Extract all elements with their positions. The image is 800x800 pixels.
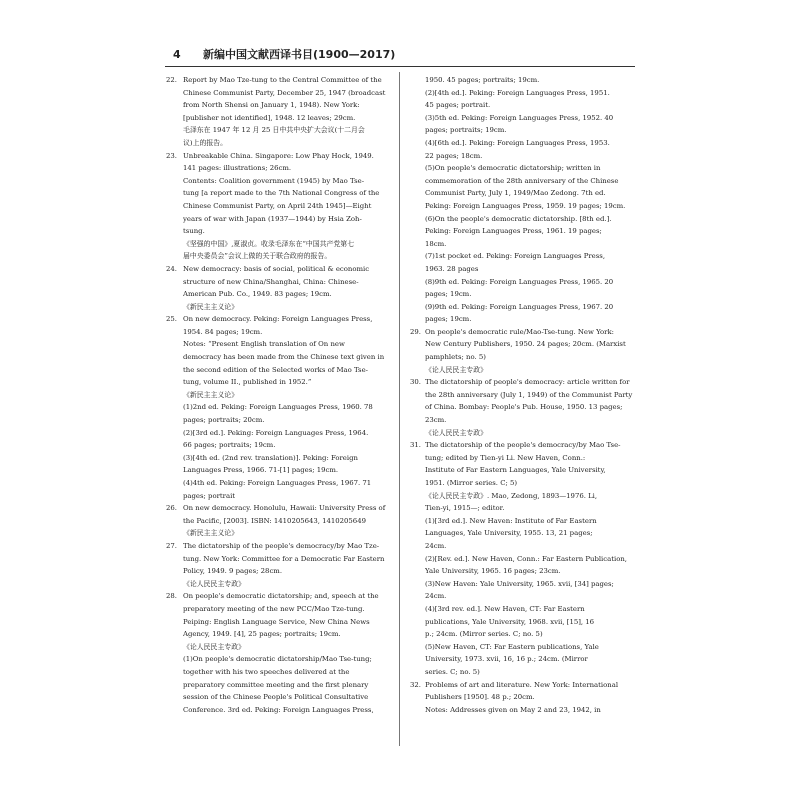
entry-line: Notes: Addresses given on May 2 and 23, 1942, in	[425, 705, 601, 714]
entry-line: The dictatorship of the people's democracy/by Mao Tse-	[425, 441, 621, 450]
edition-line: pages; 19cm.	[425, 315, 472, 324]
edition-line: 1950. 45 pages; portraits; 19cm.	[425, 76, 540, 84]
entry-line: tsung.	[183, 227, 205, 236]
edition-item	[425, 301, 636, 326]
bibliography-entry	[166, 263, 394, 313]
entry-line: structure of new China/Shanghai, China: Chinese-	[183, 277, 359, 286]
edition-line: (8)9th ed. Peking: Foreign Languages Press, 1965. 20	[425, 277, 614, 286]
entry-number: 25.	[166, 315, 177, 324]
edition-line: Communist Party, July 1, 1949/Mao Zedong. 7th ed.	[425, 189, 606, 198]
edition-item	[425, 641, 636, 679]
edition-item	[425, 578, 636, 603]
edition-item	[183, 477, 394, 502]
entry-line: Unbreakable China. Singapore: Low Phay Hock, 1949.	[183, 151, 374, 160]
entry-body	[166, 150, 394, 263]
edition-item	[425, 74, 636, 87]
bibliography-entry	[166, 74, 394, 150]
edition-item	[183, 653, 394, 716]
edition-line: (1)[3rd ed.]. New Haven: Institute of Far Eastern	[425, 516, 597, 525]
edition-item	[183, 427, 394, 452]
entry-line: 1954. 84 pages; 19cm.	[183, 327, 263, 336]
entry-line: 《论人民民主专政》	[425, 365, 488, 374]
entry-line: New democracy: basis of social, political & economic	[183, 264, 370, 273]
entry-line: Tien-yi, 1915—; editor.	[425, 504, 505, 513]
edition-line: 24cm.	[425, 541, 447, 550]
entry-number: 28.	[166, 592, 177, 601]
edition-line: 18cm.	[425, 239, 447, 248]
edition-line: pages; portraits; 19cm.	[425, 126, 507, 135]
entry-line: the 28th anniversary (July 1, 1949) of the Communist Party	[425, 390, 633, 399]
edition-line: (1)On people's democratic dictatorship/Mao Tse-tung;	[183, 655, 372, 664]
edition-line: (4)[6th ed.]. Peking: Foreign Languages Press, 1953.	[425, 138, 610, 147]
entry-line: Publishers [1950]. 48 p.; 20cm.	[425, 693, 535, 702]
edition-line: 22 pages; 18cm.	[425, 151, 483, 160]
bibliography-entry	[166, 590, 394, 716]
bibliography-entry	[166, 313, 394, 502]
entry-body	[166, 502, 394, 540]
edition-item	[425, 276, 636, 301]
edition-line: pages; 19cm.	[425, 290, 472, 299]
entry-body	[166, 540, 394, 590]
entry-line: 141 pages: illustrations; 26cm.	[183, 164, 292, 173]
entry-body	[166, 263, 394, 313]
entry-line: On people's democratic dictatorship; and, speech at the	[183, 592, 379, 601]
edition-line: (5)On people's democratic dictatorship; written in	[425, 164, 601, 173]
entry-number: 30.	[410, 378, 421, 387]
entry-body	[410, 376, 636, 439]
entry-number: 24.	[166, 264, 177, 273]
entry-line: On new democracy. Honolulu, Hawaii: University Press of	[183, 504, 386, 513]
entry-line: the second edition of the Selected works of Mao Tse-	[183, 365, 369, 374]
entry-number: 29.	[410, 327, 421, 336]
edition-item	[425, 162, 636, 212]
left-column	[166, 74, 394, 716]
edition-item	[425, 137, 636, 162]
entry-line: 《论人民民主专政》. Mao, Zedong, 1893—1976. Li,	[425, 491, 598, 500]
entry-body	[166, 590, 394, 716]
edition-line: publications, Yale University, 1968. xvii, [15], 16	[425, 617, 595, 626]
book-title: 新编中国文献西译书目(1900—2017)	[203, 48, 396, 61]
bibliography-entry	[410, 74, 636, 326]
edition-line: pages; portrait	[183, 491, 236, 500]
bibliography-entry	[410, 679, 636, 717]
edition-line: pages; portraits; 20cm.	[183, 416, 265, 425]
bibliography-entry	[166, 540, 394, 590]
entry-line: On people's democratic rule/Mao-Tse-tung. New York:	[425, 327, 614, 336]
entry-line: of China. Bombay: People's Pub. House, 1950. 13 pages;	[425, 403, 623, 412]
header-rule	[165, 66, 635, 67]
entry-line: pamphlets; no. 5)	[425, 353, 486, 362]
entry-line: 《新民主主义论》	[183, 302, 239, 311]
edition-line: Languages Press, 1966. 71-[1] pages; 19cm.	[183, 466, 339, 475]
entry-line: Chinese Communist Party, December 25, 1947 (broadcast	[183, 88, 386, 97]
entry-line: Policy, 1949. 9 pages; 28cm.	[183, 567, 283, 576]
edition-line: (2)[Rev. ed.]. New Haven, Conn.: Far Eastern Publication,	[425, 554, 627, 563]
edition-line: (2)[3rd ed.]. Peking: Foreign Languages Press, 1964.	[183, 428, 369, 437]
entry-line: Agency, 1949. [4], 25 pages; portraits; 19cm.	[183, 630, 341, 639]
edition-line: commemoration of the 28th anniversary of the Chinese	[425, 176, 619, 185]
entry-line: On new democracy. Peking: Foreign Languages Press,	[183, 315, 373, 324]
entry-body	[166, 74, 394, 150]
running-header	[165, 45, 635, 65]
entry-line: 《新民主主义论》	[183, 529, 239, 538]
edition-line: (9)9th ed. Peking: Foreign Languages Press, 1967. 20	[425, 302, 614, 311]
edition-line: (3)[4th ed. (2nd rev. translation)]. Peking: Foreign	[183, 453, 358, 462]
edition-item	[183, 452, 394, 477]
edition-line: (4)4th ed. Peking: Foreign Languages Press, 1967. 71	[183, 479, 372, 487]
entry-line: 议)上的报告。	[183, 138, 228, 147]
bibliography-entry	[410, 376, 636, 439]
entry-line: 《论人民民主专政》	[183, 642, 246, 651]
entry-line: 毛泽东在 1947 年 12 月 25 日中共中央扩大会议(十二月会	[183, 126, 365, 135]
edition-line: 1963. 28 pages	[425, 264, 479, 273]
edition-line: (2)[4th ed.]. Peking: Foreign Languages Press, 1951.	[425, 88, 610, 97]
edition-line: Yale University, 1965. 16 pages; 23cm.	[425, 567, 561, 576]
edition-line: Peking: Foreign Languages Press, 1959. 19 pages; 19cm.	[425, 201, 626, 210]
entry-line: Chinese Communist Party, on April 24th 1945]—Eight	[183, 201, 372, 210]
entry-number: 32.	[410, 680, 421, 689]
edition-line: series. C; no. 5)	[425, 667, 480, 676]
entry-line: preparatory meeting of the new PCC/Mao Tze-tung.	[183, 604, 365, 613]
entry-line: 《新民主主义论》	[183, 390, 239, 399]
edition-line: together with his two speeches delivered at the	[183, 667, 350, 676]
edition-item	[425, 553, 636, 578]
entry-line: American Pub. Co., 1949. 83 pages; 19cm.	[183, 290, 332, 299]
entry-body	[410, 326, 636, 376]
entry-line: 23cm.	[425, 416, 447, 425]
entry-number: 27.	[166, 541, 177, 550]
edition-line: (3)New Haven: Yale University, 1965. xvii, [34] pages;	[425, 579, 614, 588]
entry-line: years of war with Japan (1937—1944) by Hsia Zoh-	[183, 214, 362, 223]
entry-line: Problems of art and literature. New York: International	[425, 680, 619, 689]
edition-item	[425, 87, 636, 112]
edition-line: (1)2nd ed. Peking: Foreign Languages Press, 1960. 78	[183, 403, 373, 412]
entry-line: tung. New York: Committee for a Democratic Far Eastern	[183, 554, 385, 563]
entry-line: The dictatorship of people's democracy: article written for	[425, 378, 630, 387]
edition-line: (7)1st pocket ed. Peking: Foreign Languages Press,	[425, 252, 606, 261]
bibliography-entry	[410, 326, 636, 376]
entry-line: the Pacific, [2003]. ISBN: 1410205643, 1410205649	[183, 516, 366, 525]
entry-line: 《坚强的中国》,夏淑贞。收录毛泽东在“中国共产党第七	[183, 239, 355, 248]
edition-line: Conference. 3rd ed. Peking: Foreign Languages Press,	[183, 705, 374, 714]
edition-item	[183, 401, 394, 426]
entry-line: from North Shensi on January 1, 1948). New York:	[183, 101, 360, 110]
edition-line: University, 1973. xvii, 16, 16 p.; 24cm. (Mirror	[425, 655, 588, 664]
bibliography-entry	[166, 502, 394, 540]
edition-line: (5)New Haven, CT: Far Eastern publications, Yale	[425, 642, 599, 651]
entry-body	[166, 313, 394, 502]
edition-item	[425, 250, 636, 275]
edition-line: p.; 24cm. (Mirror series. C; no. 5)	[425, 630, 543, 639]
entry-number: 23.	[166, 151, 177, 160]
edition-line: (3)5th ed. Peking: Foreign Languages Press, 1952. 40	[425, 113, 614, 122]
entry-line: Institute of Far Eastern Languages, Yale University,	[425, 466, 606, 475]
entry-number: 26.	[166, 504, 177, 513]
edition-line: 24cm.	[425, 592, 447, 601]
edition-line: (6)On the people's democratic dictatorship. [8th ed.].	[425, 214, 612, 223]
edition-line: Languages, Yale University, 1955. 13, 21 pages;	[425, 529, 593, 538]
entry-line: 届中央委员会”会议上做的关于联合政府的报告。	[183, 252, 332, 261]
edition-item	[425, 603, 636, 641]
right-column	[410, 74, 636, 716]
edition-line: Peking: Foreign Languages Press, 1961. 19 pages;	[425, 227, 602, 236]
edition-item	[425, 112, 636, 137]
edition-line: (4)[3rd rev. ed.]. New Haven, CT: Far Eastern	[425, 604, 585, 613]
page-number: 4	[173, 48, 181, 61]
column-divider	[399, 72, 400, 746]
entry-line: Report by Mao Tze-tung to the Central Committee of the	[183, 76, 382, 84]
entry-line: Notes: “Present English translation of On new	[183, 340, 345, 349]
bibliography-entry	[410, 439, 636, 678]
entry-number: 22.	[166, 76, 177, 84]
entry-line: Contents: Coalition government (1945) by Mao Tse-	[183, 176, 365, 185]
entry-line: Peiping: English Language Service, New China News	[183, 617, 370, 626]
entry-line: 1951. (Mirror series. C; 5)	[425, 479, 518, 487]
entry-body	[410, 679, 636, 717]
entry-number: 31.	[410, 441, 421, 450]
entry-line: The dictatorship of the people's democracy/by Mao Tze-	[183, 541, 380, 550]
entry-line: tung [a report made to the 7th National Congress of the	[183, 189, 380, 198]
edition-item	[425, 213, 636, 251]
edition-line: preparatory committee meeting and the first plenary	[183, 680, 369, 689]
edition-line: 66 pages; portraits; 19cm.	[183, 441, 276, 450]
entry-body	[410, 74, 636, 326]
edition-line: 45 pages; portrait.	[425, 101, 491, 110]
entry-line: 《论人民民主专政》	[425, 428, 488, 437]
entry-line: 《论人民民主专政》	[183, 579, 246, 588]
entry-line: New Century Publishers, 1950. 24 pages; 20cm. (Marxist	[425, 340, 626, 349]
entry-line: tung, volume II., published in 1952.”	[183, 378, 312, 387]
edition-item	[425, 515, 636, 553]
entry-line: democracy has been made from the Chinese text given in	[183, 353, 385, 362]
bibliography-entry	[166, 150, 394, 263]
entry-line: [publisher not identified], 1948. 12 leaves; 29cm.	[183, 113, 356, 122]
entry-line: tung; edited by Tien-yi Li. New Haven, Conn.:	[425, 453, 586, 462]
edition-line: session of the Chinese People's Political Consultative	[183, 693, 369, 702]
entry-body	[410, 439, 636, 678]
